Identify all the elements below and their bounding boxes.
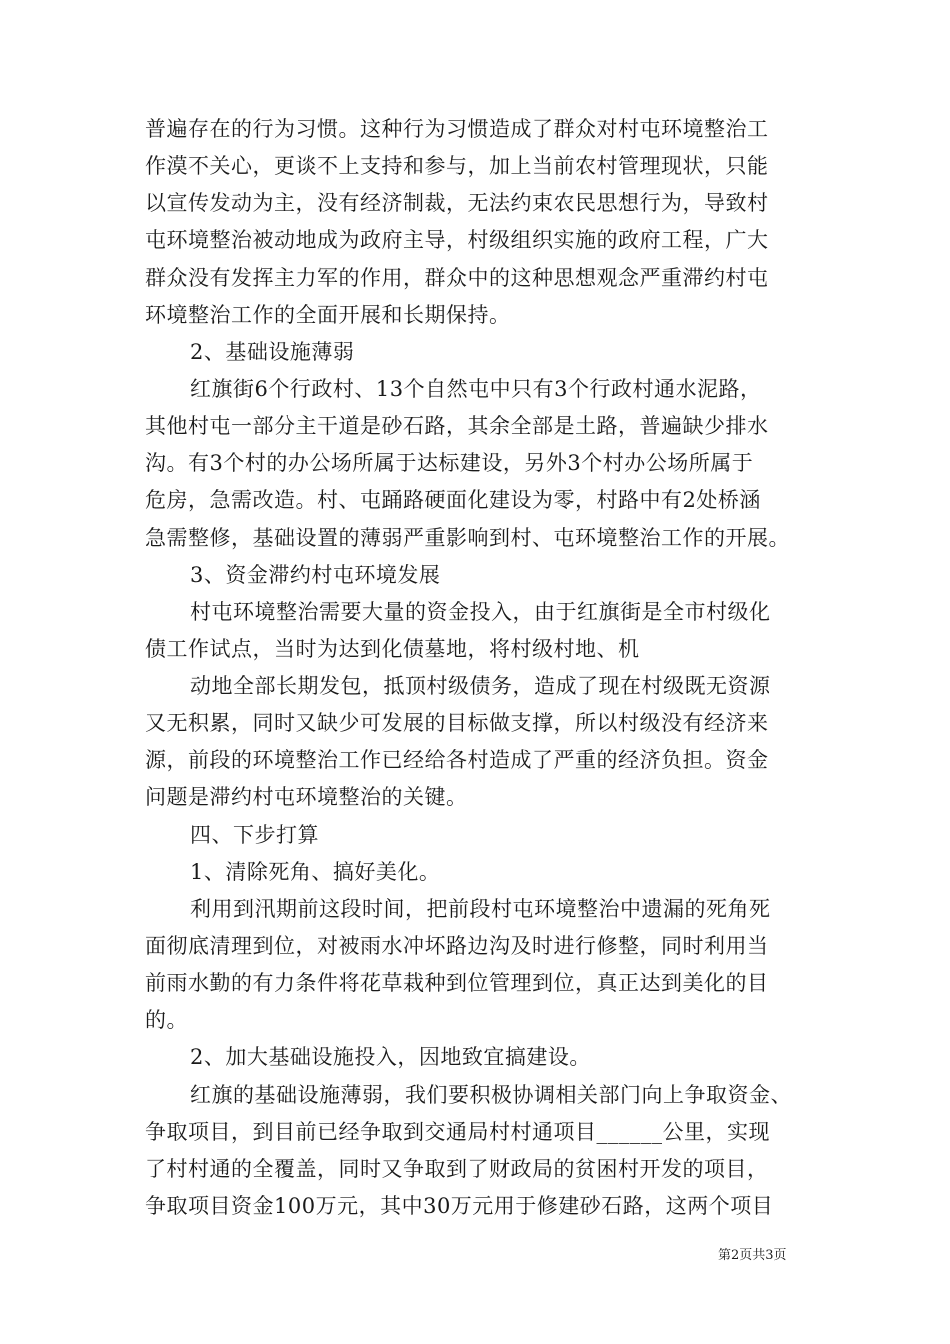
body-text-line: 争取项目，到目前已经争取到交通局村村通项目______公里，实现 xyxy=(145,1120,770,1144)
section-heading: 2、基础设施薄弱 xyxy=(190,340,355,364)
body-text-line: 面彻底清理到位，对被雨水冲坏路边沟及时进行修整，同时利用当 xyxy=(145,934,769,958)
body-text-line: 急需整修，基础设置的薄弱严重影响到村、屯环境整治工作的开展。 xyxy=(145,526,790,550)
section-heading: 2、加大基础设施投入，因地致宜搞建设。 xyxy=(190,1045,591,1069)
body-text-line: 危房，急需改造。村、屯踊路硬面化建设为零，村路中有2处桥涵 xyxy=(145,488,761,512)
page-number-footer: 第2页共3页 xyxy=(718,1248,787,1263)
body-text-line: 环境整治工作的全面开展和长期保持。 xyxy=(145,303,511,327)
body-text-line: 动地全部长期发包，抵顶村级债务，造成了现在村级既无资源 xyxy=(190,674,771,698)
body-text-line: 普遍存在的行为习惯。这种行为习惯造成了群众对村屯环境整治工 xyxy=(145,117,769,141)
body-text-line: 其他村屯一部分主干道是砂石路，其余全部是土路，普遍缺少排水 xyxy=(145,414,769,438)
body-text-line: 村屯环境整治需要大量的资金投入，由于红旗街是全市村级化 xyxy=(190,600,771,624)
section-heading: 3、资金滞约村屯环境发展 xyxy=(190,563,441,587)
body-text-line: 债工作试点，当时为达到化债墓地，将村级村地、机 xyxy=(145,637,640,661)
body-text-line: 争取项目资金100万元，其中30万元用于修建砂石路，这两个项目 xyxy=(145,1194,774,1218)
body-text-line: 了村村通的全覆盖，同时又争取到了财政局的贫困村开发的项目， xyxy=(145,1157,769,1181)
section-heading: 1、清除死角、搞好美化。 xyxy=(190,860,441,884)
body-text-line: 群众没有发挥主力军的作用，群众中的这种思想观念严重滞约村屯 xyxy=(145,266,769,290)
body-text-line: 屯环境整治被动地成为政府主导，村级组织实施的政府工程，广大 xyxy=(145,228,769,252)
body-text-line: 红旗的基础设施薄弱，我们要积极协调相关部门向上争取资金、 xyxy=(190,1083,792,1107)
body-text-line: 沟。有3个村的办公场所属于达标建设，另外3个村办公场所属于 xyxy=(145,451,754,475)
body-text-line: 的。 xyxy=(145,1008,188,1032)
body-text-line: 利用到汛期前这段时间，把前段村屯环境整治中遗漏的死角死 xyxy=(190,897,771,921)
section-heading: 四、下步打算 xyxy=(190,823,319,847)
body-text-line: 红旗街6个行政村、13个自然屯中只有3个行政村通水泥路， xyxy=(190,377,762,401)
body-text-line: 以宣传发动为主，没有经济制裁，无法约束农民思想行为，导致村 xyxy=(145,191,769,215)
body-text-line: 问题是滞约村屯环境整治的关键。 xyxy=(145,785,468,809)
body-text-line: 又无积累，同时又缺少可发展的目标做支撑，所以村级没有经济来 xyxy=(145,711,769,735)
body-text-line: 源，前段的环境整治工作已经给各村造成了严重的经济负担。资金 xyxy=(145,748,769,772)
body-text-line: 作漠不关心，更谈不上支持和参与，加上当前农村管理现状，只能 xyxy=(145,154,769,178)
body-text-line: 前雨水勤的有力条件将花草栽种到位管理到位，真正达到美化的目 xyxy=(145,971,769,995)
